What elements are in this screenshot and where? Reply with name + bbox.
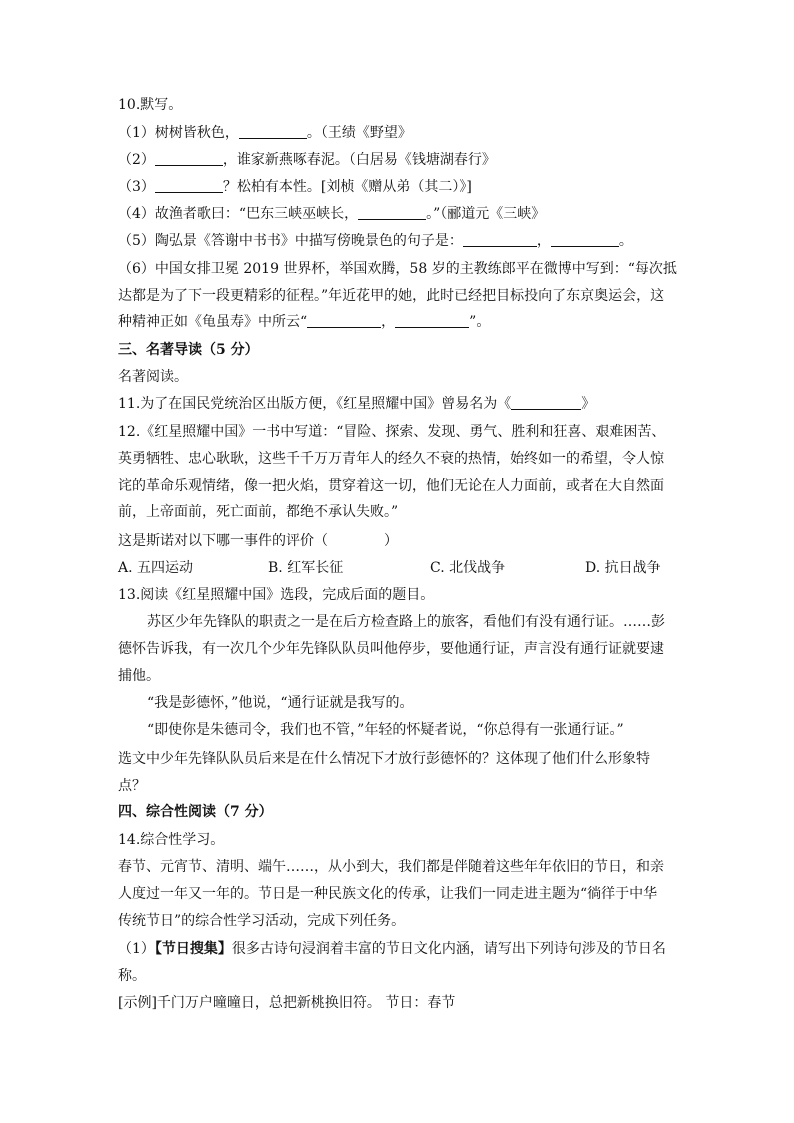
task-1-example: [示例]千门万户曈曈日，总把新桃换旧符。 节日：春节 [118, 995, 456, 1011]
option-a[interactable]: A. 五四运动 [118, 560, 194, 576]
answer-blank[interactable] [463, 232, 537, 247]
q12-line-1: 12.《红星照耀中国》一书中写道：“冒险、探索、发现、勇气、胜利和狂喜、艰难困苦、 [118, 424, 666, 440]
q14-line-1: 春节、元宵节、清明、端午……，从小到大，我们都是伴随着这些年年依旧的节日，和亲 [118, 859, 664, 875]
option-b[interactable]: B. 红军长征 [268, 560, 344, 576]
q10-line-6a: （6）中国女排卫冕 2019 世界杯，举国欢腾，58 岁的主教练郎平在微博中写到：“每次抵 [118, 261, 677, 277]
q14-line-2: 人度过一年又一年的。节日是一种民族文化的传承，让我们一同走进主题为“徜徉于中华 [118, 886, 658, 902]
answer-blank[interactable] [155, 178, 223, 193]
q13-question-1: 选文中少年先锋队队员后来是在什么情况下才放行彭德怀的？这体现了他们什么形象特 [118, 751, 650, 767]
option-d[interactable]: D. 抗日战争 [585, 560, 661, 576]
task-1-line-1 [118, 940, 666, 958]
q10-line-2-text: ，谁家新燕啄春泥。（白居易《钱塘湖春行》 [222, 152, 496, 168]
answer-blank[interactable] [395, 313, 469, 328]
q13-passage-1: 苏区少年先锋队的职责之一是在后方检查路上的旅客，看他们有没有通行证。……彭 [147, 614, 665, 630]
q10-line-6c-comma: ， [381, 314, 396, 330]
q10-line-1 [118, 124, 412, 142]
q12-line-3: 诧的革命乐观情绪，像一把火焰，贯穿着这一切，他们无论在人力面前，或者在大自然面 [118, 478, 664, 494]
q10-line-4-source: 。”（郦道元《三峡》 [426, 206, 546, 222]
section-4-heading: 四、综合性阅读（7 分） [118, 804, 273, 820]
q10-line-4-text: （4）故渔者歌曰：“巴东三峡巫峡长， [118, 206, 359, 222]
answer-blank[interactable] [551, 232, 619, 247]
q12-line-5: 这是斯诺对以下哪一事件的评价（ ） [118, 533, 398, 549]
option-c[interactable]: C. 北伐战争 [430, 560, 506, 576]
q10-line-1-text: （1）树树皆秋色， [118, 125, 239, 141]
q10-line-6c-text: 种精神正如《龟虽寿》中所云“ [118, 314, 308, 330]
q13-passage-4: “我是彭德怀，”他说，“通行证就是我写的。 [147, 695, 414, 711]
task-1-text: 很多古诗句浸润着丰富的节日文化内涵，请写出下列诗句涉及的节日名 [231, 941, 666, 957]
section-3-intro: 名著阅读。 [118, 369, 188, 385]
q13-passage-5: “即使你是朱德司令，我们也不管，”年轻的怀疑者说，“你总得有一张通行证。” [147, 722, 624, 738]
answer-blank[interactable] [155, 151, 223, 166]
answer-blank[interactable] [358, 205, 426, 220]
q10-line-5-end: 。 [618, 233, 633, 249]
q11-text: 11.为了在国民党统治区出版方便，《红星照耀中国》曾易名为《 [118, 396, 512, 412]
q10-line-5 [118, 232, 633, 250]
task-1-num: （1） [118, 941, 155, 957]
answer-blank[interactable] [511, 395, 581, 410]
q10-line-2-num: （2） [118, 152, 155, 168]
section-3-heading: 三、名著导读（5 分） [118, 342, 259, 358]
q13-title: 13.阅读《红星照耀中国》选段，完成后面的题目。 [118, 587, 435, 603]
q10-line-3 [118, 178, 472, 196]
q10-line-5-text: （5）陶弘景《答谢中书书》中描写傍晚景色的句子是： [118, 233, 463, 249]
q11 [118, 395, 595, 413]
q10-title: 10.默写。 [118, 97, 183, 113]
answer-blank[interactable] [239, 124, 307, 139]
q10-line-1-source: 。（王绩《野望》 [306, 125, 412, 141]
q14-title: 14.综合性学习。 [118, 832, 225, 848]
q10-line-2 [118, 151, 496, 169]
q10-line-3-num: （3） [118, 179, 155, 195]
q12-line-2: 英勇牺牲、忠心耿耿，这些千千万万青年人的经久不衰的热情，始终如一的希望，令人惊 [118, 451, 664, 467]
task-1-label: 【节日搜集】 [154, 941, 232, 957]
q10-line-6b: 达都是为了下一段更精彩的征程。”年近花甲的她，此时已经把目标投向了东京奥运会，这 [118, 288, 665, 304]
q12-line-4: 前，上帝面前，死亡面前，都绝不承认失败。” [118, 504, 399, 520]
q10-line-4 [118, 205, 545, 223]
q10-line-5-comma: ， [536, 233, 551, 249]
q10-line-3-text: ？松柏有本性。[刘桢《赠从弟（其二）》] [222, 179, 472, 195]
q11-end: 》 [581, 396, 596, 412]
q10-line-6c [118, 313, 490, 331]
q13-passage-2: 德怀告诉我，有一次几个少年先锋队队员叫他停步，要他通行证，声言没有通行证就要逮 [118, 641, 664, 657]
answer-blank[interactable] [307, 313, 381, 328]
task-1-line-2: 称。 [118, 968, 146, 984]
q14-line-3: 传统节日”的综合性学习活动，完成下列任务。 [118, 913, 406, 929]
q13-passage-3: 捕他。 [118, 668, 160, 684]
q13-question-2: 点？ [118, 778, 146, 794]
q10-line-6c-end: ”。 [469, 314, 491, 330]
